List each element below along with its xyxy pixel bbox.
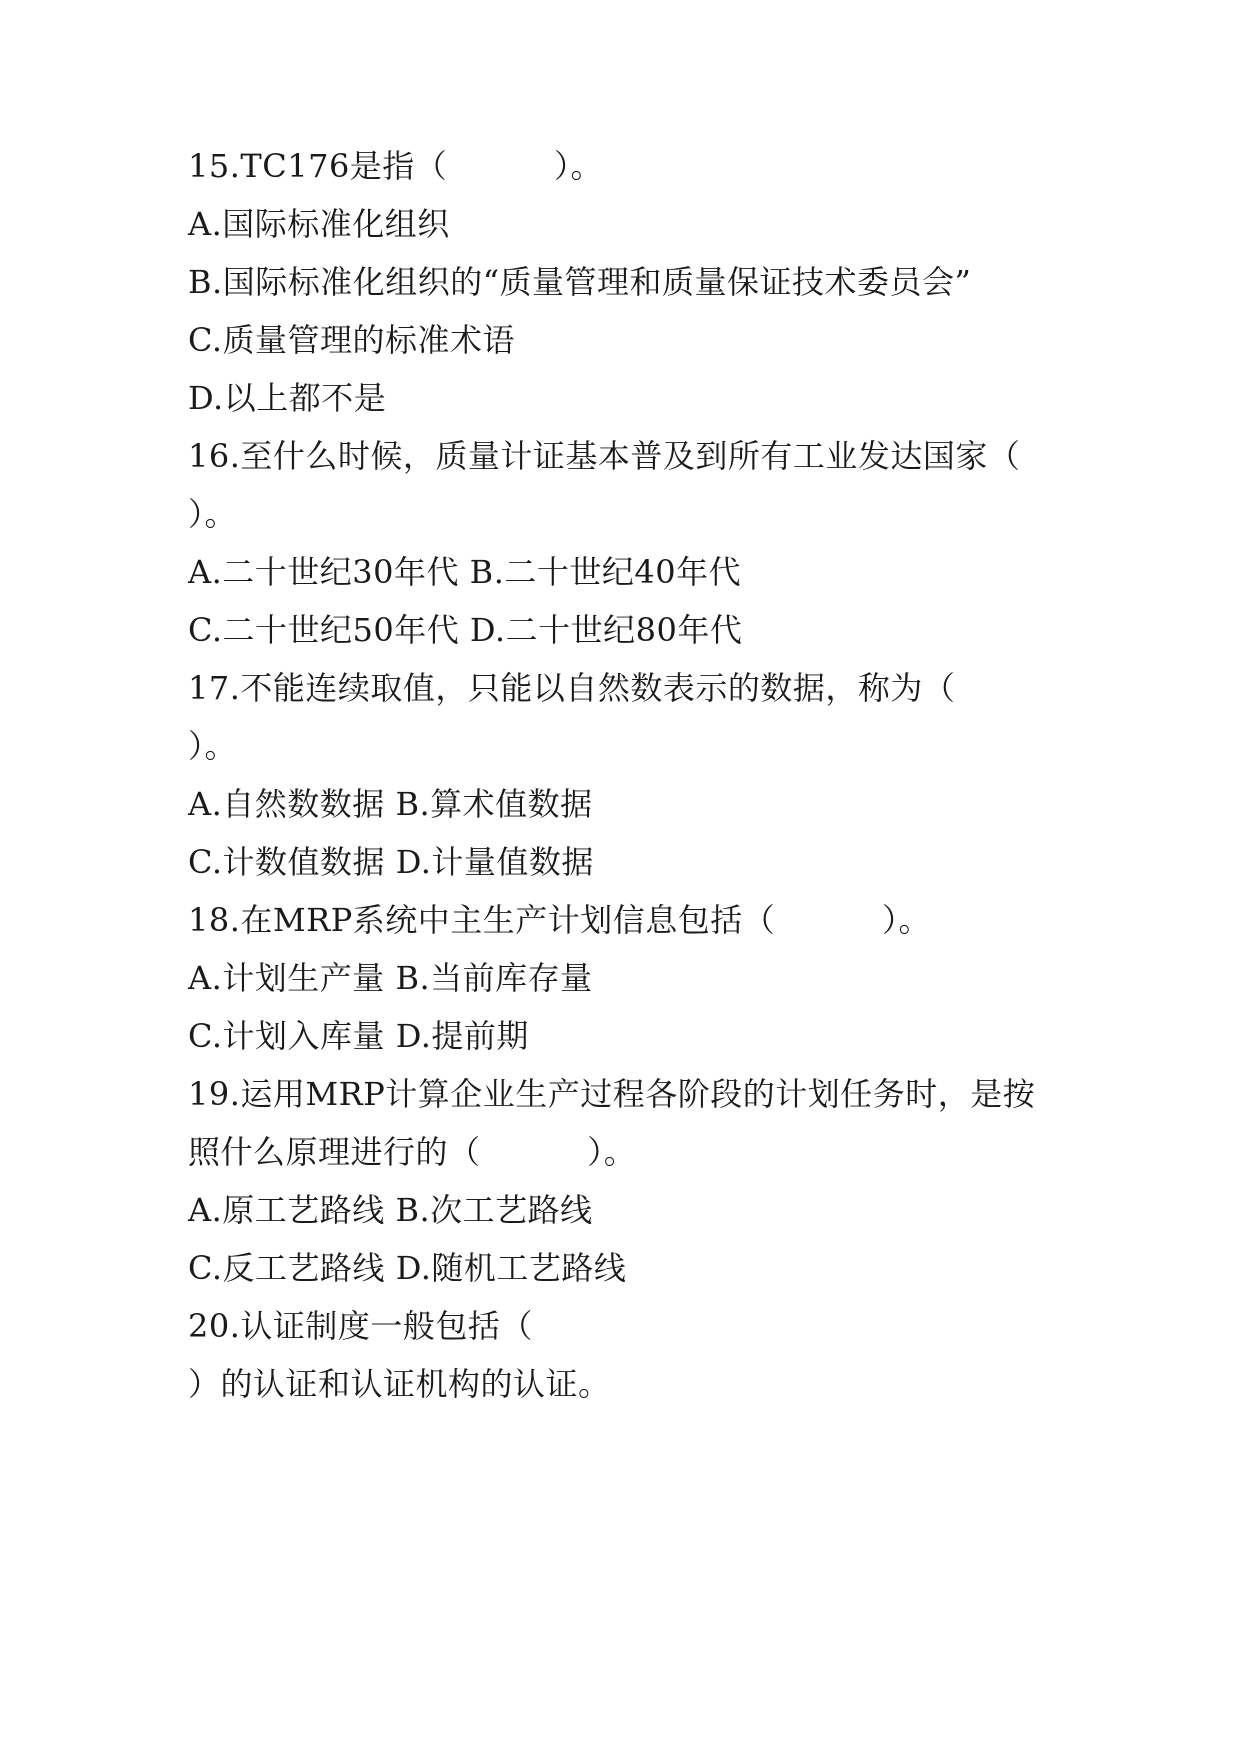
- question-16-stem: 16.至什么时候，质量计证基本普及到所有工业发达国家（: [188, 437, 1021, 475]
- question-16-options-cd: C.二十世纪50年代 D.二十世纪80年代: [188, 611, 743, 649]
- question-15-option-b: B.国际标准化组织的“质量管理和质量保证技术委员会”: [188, 263, 972, 301]
- question-16-stem-continued: ）。: [188, 495, 238, 533]
- question-17-stem: 17.不能连续取值，只能以自然数表示的数据，称为（: [188, 669, 956, 707]
- question-20-stem: 20.认证制度一般包括（: [188, 1307, 533, 1345]
- question-19-options-ab: A.原工艺路线 B.次工艺路线: [188, 1191, 593, 1229]
- question-18-options-cd: C.计划入库量 D.提前期: [188, 1017, 529, 1055]
- question-17-stem-continued: ）。: [188, 727, 238, 765]
- question-18-stem: 18.在MRP系统中主生产计划信息包括（ ）。: [188, 901, 932, 939]
- question-15-option-c: C.质量管理的标准术语: [188, 321, 516, 359]
- question-15-option-a: A.国际标准化组织: [188, 205, 450, 243]
- question-15-stem: 15.TC176是指（ ）。: [188, 147, 604, 185]
- question-20-stem-continued: ）的认证和认证机构的认证。: [188, 1365, 611, 1403]
- question-16-options-ab: A.二十世纪30年代 B.二十世纪40年代: [188, 553, 742, 591]
- question-17-options-cd: C.计数值数据 D.计量值数据: [188, 843, 594, 881]
- question-15-option-d: D.以上都不是: [188, 379, 387, 417]
- question-19-stem-continued: 照什么原理进行的（ ）。: [188, 1133, 637, 1171]
- question-19-options-cd: C.反工艺路线 D.随机工艺路线: [188, 1249, 627, 1287]
- question-17-options-ab: A.自然数数据 B.算术值数据: [188, 785, 593, 823]
- question-19-stem: 19.运用MRP计算企业生产过程各阶段的计划任务时，是按: [188, 1075, 1036, 1113]
- question-18-options-ab: A.计划生产量 B.当前库存量: [188, 959, 593, 997]
